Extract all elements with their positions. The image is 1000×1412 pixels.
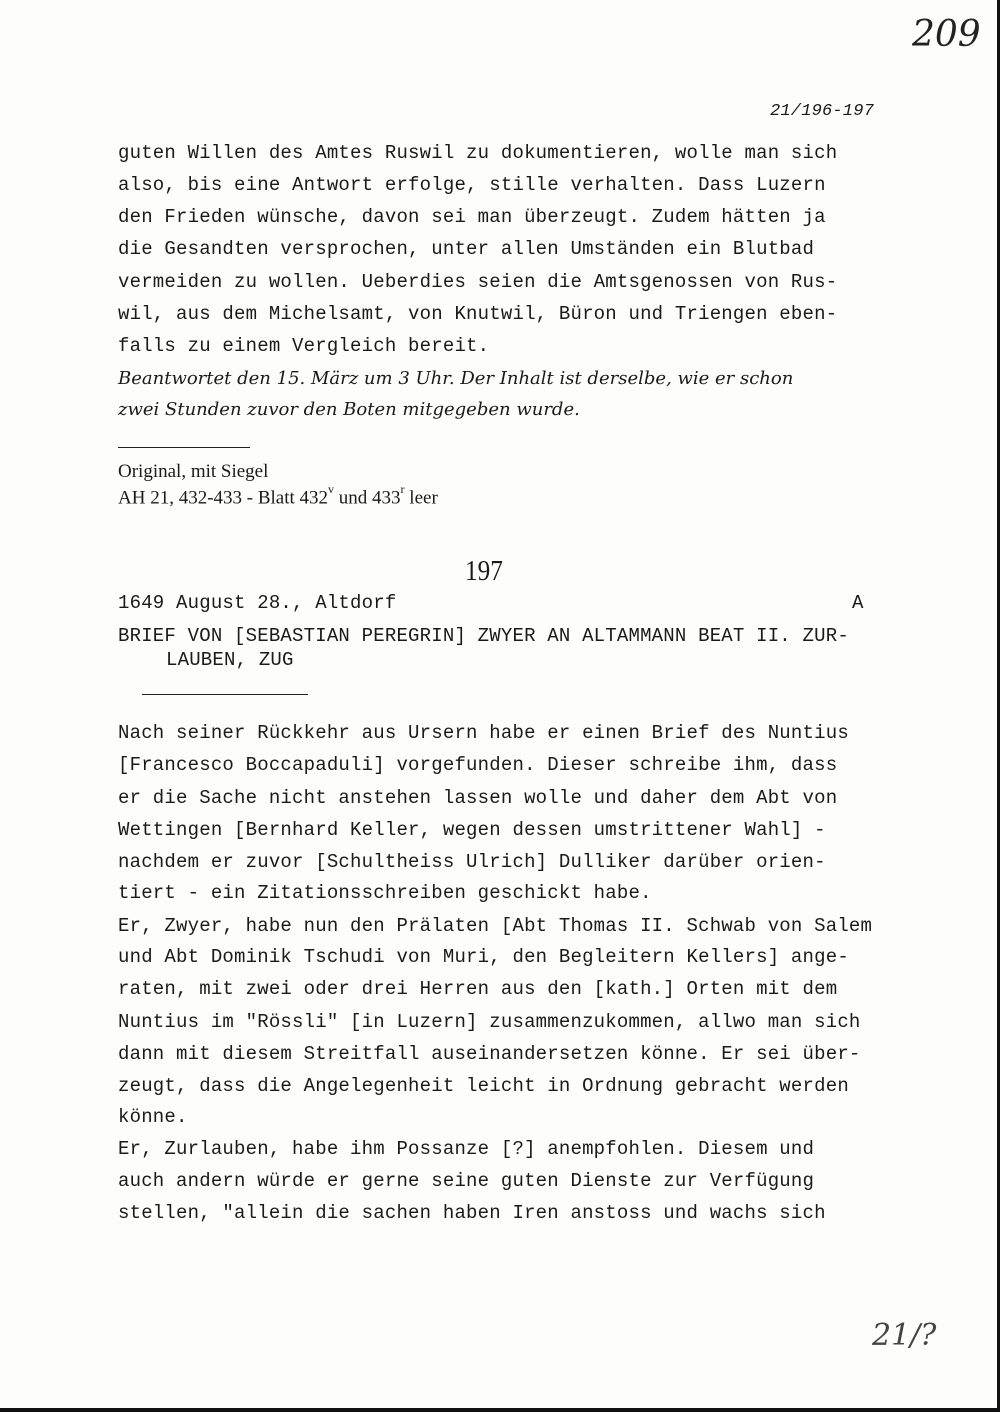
text-line: Er, Zurlauben, habe ihm Possanze [?] anempfohlen. Diesem und	[118, 1138, 815, 1160]
text-line: die Gesandten versprochen, unter allen Umständen ein Blutbad	[118, 238, 815, 260]
text-line: guten Willen des Amtes Ruswil zu dokumentieren, wolle man sich	[118, 142, 838, 164]
text-line: Er, Zwyer, habe nun den Prälaten [Abt Thomas II. Schwab von Salem	[118, 915, 873, 937]
entry-number: 197	[465, 556, 503, 587]
source-line: AH 21, 432-433 - Blatt 432$^v$ und 433$^r$ leer	[118, 482, 438, 509]
text-line: stellen, "allein die sachen haben Iren anstoss und wachs sich	[118, 1202, 826, 1224]
handwritten-page-number: 209	[912, 14, 981, 55]
text-line: dann mit diesem Streitfall auseinandersetzen könne. Er sei über-	[118, 1043, 861, 1065]
entry-marker: A	[852, 592, 864, 614]
text-line: wil, aus dem Michelsamt, von Knutwil, Büron und Triengen eben-	[118, 303, 838, 325]
text-line: tiert - ein Zitationsschreiben geschickt habe.	[118, 882, 652, 904]
text-line: könne.	[118, 1106, 188, 1128]
text-line: zeugt, dass die Angelegenheit leicht in Ordnung gebracht werden	[118, 1075, 849, 1097]
page-edge-bottom	[0, 1408, 1000, 1412]
text-line: den Frieden wünsche, davon sei man überzeugt. Zudem hätten ja	[118, 206, 826, 228]
separator-rule	[118, 447, 250, 448]
reference-number: 21/196-197	[770, 102, 875, 121]
italic-note-line: zwei Stunden zuvor den Boten mitgegeben wurde.	[118, 399, 580, 420]
text-line: Wettingen [Bernhard Keller, wegen dessen umstrittener Wahl] -	[118, 819, 826, 841]
text-line: er die Sache nicht anstehen lassen wolle und daher dem Abt von	[118, 787, 838, 809]
entry-date-place: 1649 August 28., Altdorf	[118, 592, 397, 614]
separator-rule	[142, 694, 308, 695]
source-line: Original, mit Siegel	[118, 461, 269, 482]
text-line: nachdem er zuvor [Schultheiss Ulrich] Dulliker darüber orien-	[118, 851, 826, 873]
italic-note-line: Beantwortet den 15. März um 3 Uhr. Der Inhalt ist derselbe, wie er schon	[118, 368, 794, 389]
text-line: und Abt Dominik Tschudi von Muri, den Begleitern Kellers] ange-	[118, 946, 849, 968]
text-line: [Francesco Boccapaduli] vorgefunden. Dieser schreibe ihm, dass	[118, 754, 838, 776]
entry-title: LAUBEN, ZUG	[166, 649, 294, 671]
entry-title: BRIEF VON [SEBASTIAN PEREGRIN] ZWYER AN ALTAMMANN BEAT II. ZUR-	[118, 625, 849, 647]
text-line: Nach seiner Rückkehr aus Ursern habe er einen Brief des Nuntius	[118, 722, 849, 744]
text-line: auch andern würde er gerne seine guten Dienste zur Verfügung	[118, 1170, 815, 1192]
text-line: Nuntius im "Rössli" [in Luzern] zusammenzukommen, allwo man sich	[118, 1011, 861, 1033]
text-line: raten, mit zwei oder drei Herren aus den [kath.] Orten mit dem	[118, 978, 838, 1000]
text-line: also, bis eine Antwort erfolge, stille verhalten. Dass Luzern	[118, 174, 826, 196]
handwritten-mark: 21/?	[872, 1318, 937, 1353]
text-line: falls zu einem Vergleich bereit.	[118, 335, 490, 357]
text-line: vermeiden zu wollen. Ueberdies seien die Amtsgenossen von Rus-	[118, 271, 838, 293]
